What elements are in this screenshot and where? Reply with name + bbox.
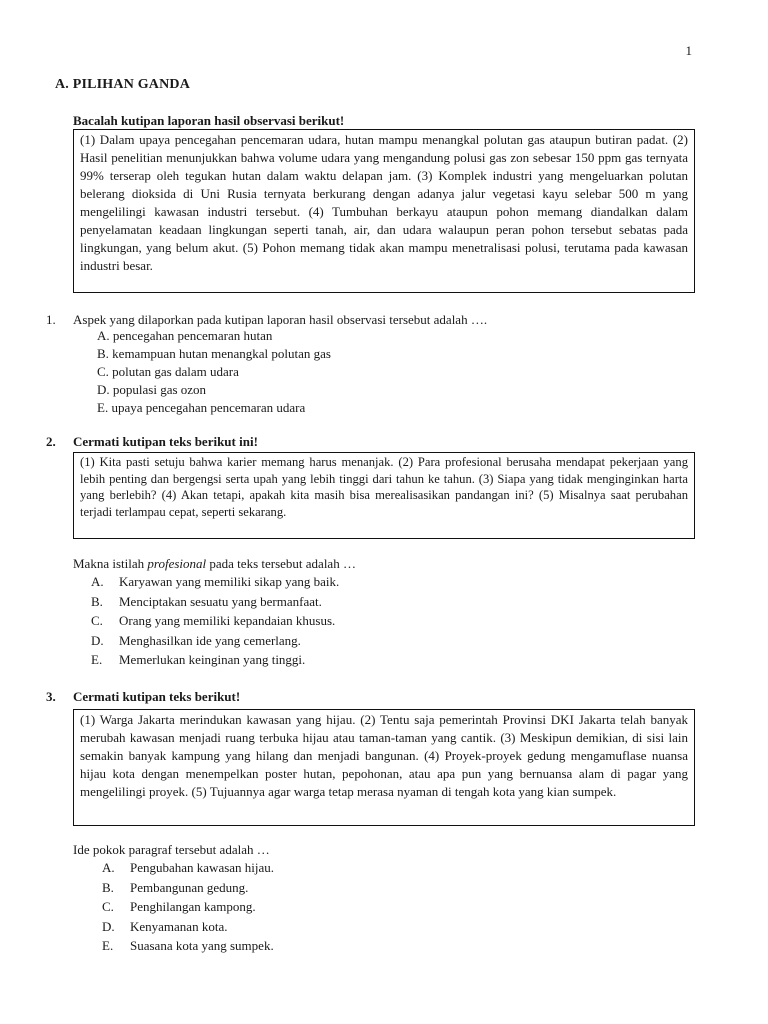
- stem-text: pada teks tersebut adalah …: [206, 556, 356, 571]
- option-text: populasi gas ozon: [112, 382, 207, 397]
- option-letter: D.: [102, 918, 115, 934]
- option-letter: D.: [97, 382, 110, 397]
- question-3-option-a[interactable]: [102, 858, 274, 878]
- question-1-option-c[interactable]: [97, 363, 331, 381]
- question-1-option-b[interactable]: [97, 345, 331, 363]
- option-text: upaya pencegahan pencemaran udara: [111, 400, 306, 415]
- question-1-passage-box: [73, 129, 695, 293]
- option-letter: C.: [97, 364, 109, 379]
- option-text: Menciptakan sesuatu yang bermanfaat.: [119, 593, 322, 609]
- option-letter: B.: [102, 879, 114, 895]
- question-3-option-d[interactable]: [102, 917, 274, 937]
- question-2-stem: [73, 556, 356, 572]
- question-3-options: [102, 858, 274, 956]
- question-2-number: 2.: [46, 434, 56, 449]
- option-text: Karyawan yang memiliki sikap yang baik.: [119, 574, 340, 589]
- question-2-option-b[interactable]: [91, 592, 339, 612]
- question-3-option-c[interactable]: [102, 897, 274, 917]
- option-letter: D.: [91, 632, 104, 648]
- question-3-option-b[interactable]: [102, 878, 274, 898]
- option-text: pencegahan pencemaran hutan: [112, 328, 273, 343]
- question-1-instruction: Bacalah kutipan laporan hasil observasi berikut!: [73, 113, 345, 128]
- option-letter: A.: [91, 574, 104, 589]
- question-2-passage-box: [73, 452, 695, 539]
- option-text: kemampuan hutan menangkal polutan gas: [112, 346, 331, 361]
- question-1-option-d[interactable]: [97, 381, 331, 399]
- page-number: 1: [685, 43, 692, 58]
- option-text: Pengubahan kawasan hijau.: [130, 860, 275, 875]
- option-letter: B.: [97, 346, 109, 361]
- question-3-passage-box: [73, 709, 695, 826]
- question-3-stem: Ide pokok paragraf tersebut adalah …: [73, 842, 270, 857]
- question-2-options: [91, 572, 339, 670]
- option-letter: A.: [97, 328, 110, 343]
- stem-text: Makna istilah: [73, 556, 148, 571]
- question-2-option-d[interactable]: [91, 631, 339, 651]
- option-text: Orang yang memiliki kepandaian khusus.: [119, 613, 336, 628]
- option-letter: C.: [102, 899, 114, 914]
- option-letter: C.: [91, 613, 103, 628]
- question-1-options: [97, 327, 331, 417]
- question-3-passage: (1) Warga Jakarta merindukan kawasan yang hijau. (2) Tentu saja pemerintah Provinsi DKI Jakarta telah banyak merubah kawasan menjadi ruang terbuka hijau atau taman-taman yang cantik. (3) Meskipun demikian, di sisi lain semakin banyak kampung yang hilang dan menjadi bangunan. (4) Proyek-proyek gedung mengamuflase nuansa hijau kota dengan menempelkan poster hutan, pepohonan, atau apa pun yang bernuansa alam di pagar yang mengelilingi proyek. (5) Tujuannya agar warga tetap merasa nyaman di tengah kota yang kian sumpek.: [80, 712, 688, 799]
- question-2-option-a[interactable]: [91, 572, 339, 592]
- section-title: A. PILIHAN GANDA: [55, 77, 191, 92]
- stem-term: profesional: [147, 556, 207, 571]
- option-letter: A.: [102, 860, 115, 875]
- question-2-passage: (1) Kita pasti setuju bahwa karier memang harus menanjak. (2) Para profesional berusaha mendapat pekerjaan yang lebih penting dan bergengsi serta upah yang lebih tinggi dari tahun ke tahun. (3) Siapa yang tidak menginginkan harta yang berlebih? (4) Akan tetapi, apakah kita masih bisa merealisasikan pandangan ini? (5) Misalnya saat perubahan terjadi terlampau cepat, seperti sekarang.: [80, 455, 688, 519]
- question-3-instruction: Cermati kutipan teks berikut!: [73, 689, 241, 704]
- option-letter: E.: [102, 938, 114, 953]
- question-1-passage: (1) Dalam upaya pencegahan pencemaran udara, hutan mampu menangkal polutan gas ataupun butiran padat. (2) Hasil penelitian menunjukkan bahwa volume udara yang mengandung polusi gas zon sebesar 150 ppm gas ternyata 99% terserap oleh tegukan hutan dalam waktu delapan jam. (3) Komplek industri yang mengeluarkan polutan belerang dioksida di Uni Rusia ternyata berkurang dengan adanya jalur vegetasi kayu selebar 500 m yang mengelilingi kawasan industri tersebut. (4) Tumbuhan berkayu ataupun pohon memang diandalkan dalam penyelamatan keadaan lingkungan seperti tanah, air, dan udara walaupun peran pohon tersebut sebatas pada lingkungan, yang belum akut. (5) Pohon memang tidak akan mampu menetralisasi polusi, terutama pada kawasan industri besar.: [80, 132, 688, 273]
- question-3-option-e[interactable]: [102, 936, 274, 956]
- option-text: Kenyamanan kota.: [130, 918, 228, 934]
- option-letter: E.: [91, 652, 103, 667]
- option-text: Suasana kota yang sumpek.: [130, 938, 274, 953]
- question-1-option-e[interactable]: [97, 399, 331, 417]
- question-1-stem: Aspek yang dilaporkan pada kutipan laporan hasil observasi tersebut adalah ….: [73, 312, 488, 327]
- option-letter: B.: [91, 593, 103, 609]
- question-2-option-e[interactable]: [91, 650, 339, 670]
- question-3-number: 3.: [46, 689, 56, 704]
- option-text: Menghasilkan ide yang cemerlang.: [119, 632, 301, 648]
- question-1-option-a[interactable]: [97, 327, 331, 345]
- option-text: polutan gas dalam udara: [112, 364, 239, 379]
- question-2-instruction: Cermati kutipan teks berikut ini!: [73, 434, 258, 449]
- option-letter: E.: [97, 400, 109, 415]
- option-text: Memerlukan keinginan yang tinggi.: [119, 652, 306, 667]
- question-1-number: 1.: [46, 312, 56, 327]
- question-2-option-c[interactable]: [91, 611, 339, 631]
- option-text: Penghilangan kampong.: [130, 899, 256, 914]
- option-text: Pembangunan gedung.: [130, 879, 249, 895]
